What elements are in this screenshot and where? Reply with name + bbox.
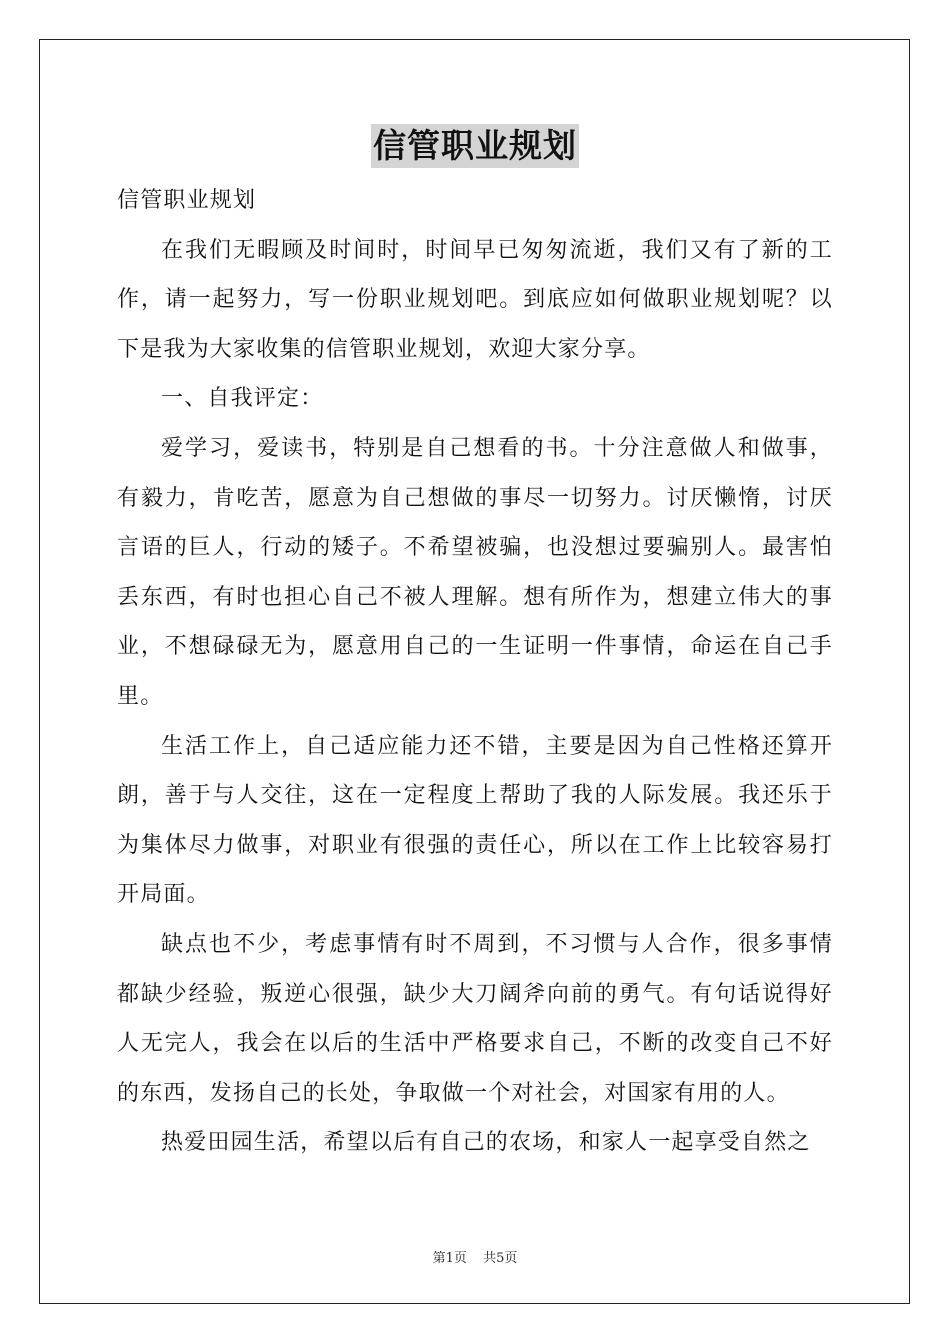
document-subtitle: 信管职业规划 [117, 188, 257, 213]
section-heading-self-assessment: 一、自我评定： [161, 386, 324, 412]
document-body [117, 176, 833, 1168]
page-total: 共5页 [483, 1251, 518, 1266]
page-footer [0, 1247, 950, 1266]
page-number: 第1页 [432, 1251, 467, 1266]
paragraph-personality: 爱学习，爱读书，特别是自己想看的书。十分注意做人和做事，有毅力，肯吃苦，愿意为自己想做的事尽一切努力。讨厌懒惰，讨厌言语的巨人，行动的矮子。不希望被骗，也没想过要骗别人。最害怕丢东西，有时也担心自己不被人理解。想有所作为，想建立伟大的事业，不想碌碌无为，愿意用自己的一生证明一件事情，命运在自己手里。 [117, 435, 833, 709]
paragraph-shortcomings: 缺点也不少，考虑事情有时不周到，不习惯与人合作，很多事情都缺少经验，叛逆心很强，缺少大刀阔斧向前的勇气。有句话说得好人无完人，我会在以后的生活中严格要求自己，不断的改变自己不好的东西，发扬自己的长处，争取做一个对社会，对国家有用的人。 [117, 931, 833, 1106]
paragraph-intro: 在我们无暇顾及时间时，时间早已匆匆流逝，我们又有了新的工作，请一起努力，写一份职业规划吧。到底应如何做职业规划呢？以下是我为大家收集的信管职业规划，欢迎大家分享。 [117, 237, 833, 362]
document-title: 信管职业规划 [371, 124, 579, 168]
paragraph-adaptability: 生活工作上，自己适应能力还不错，主要是因为自己性格还算开朗，善于与人交往，这在一定程度上帮助了我的人际发展。我还乐于为集体尽力做事，对职业有很强的责任心，所以在工作上比较容易打开局面。 [117, 733, 833, 908]
paragraph-hobbies: 热爱田园生活，希望以后有自己的农场，和家人一起享受自然之 [161, 1130, 811, 1156]
title-container [0, 124, 950, 168]
